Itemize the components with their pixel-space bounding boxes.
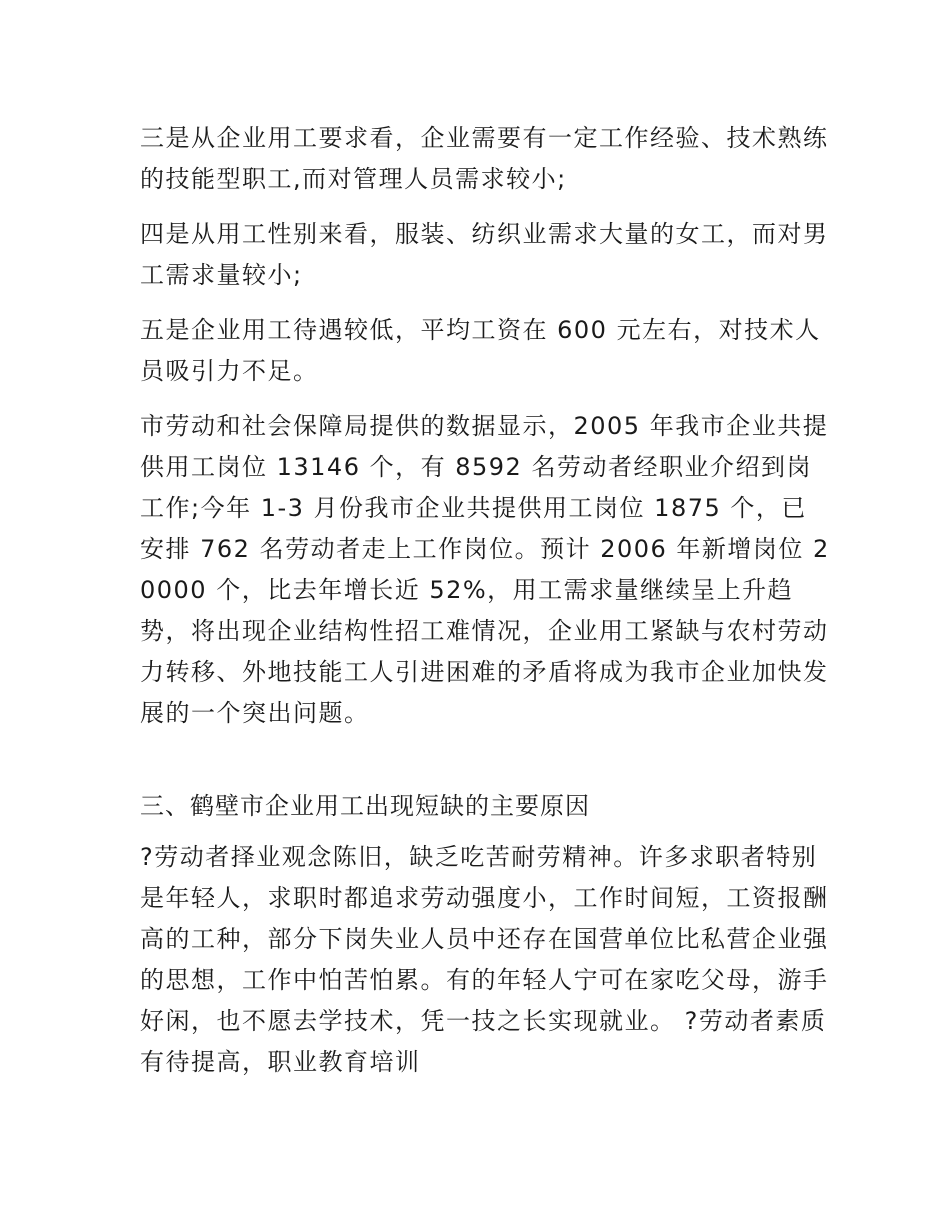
paragraph-gender-demand: 四是从用工性别来看，服装、纺织业需求大量的女工，而对男工需求量较小; [140, 220, 829, 289]
paragraph-low-wages: 五是企业用工待遇较低，平均工资在 600 元左右，对技术人 员吸引力不足。 [140, 316, 830, 385]
paragraph-enterprise-requirements: 三是从企业用工要求看，企业需要有一定工作经验、技术熟练的技能型职工,而对管理人员需求较小; [140, 124, 829, 193]
paragraph-labor-statistics: 市劳动和社会保障局提供的数据显示，2005 年我市企业共提供用工岗位 13146 个，有 8592 名劳动者经职业介绍到岗工作;今年 1-3 月份我市企业共提供用工岗位 1875 个，已安排 762 名劳动者走上工作岗位。预计 2006 年新增岗位 20000 个，比去年增长近 52%，用工需求量继续呈上升趋势，将出现企业结构性招工难情况，企业用工紧缺与农村劳动力转移、外地技能工人引进困难的矛盾将成为我市企业加快发展的一个突出问题。 [140, 412, 830, 727]
paragraph-main-reasons: ?劳动者择业观念陈旧，缺乏吃苦耐劳精神。许多求职者特别是年轻人，求职时都追求劳动强度小，工作时间短，工资报酬高的工种，部分下岗失业人员中还存在国营单位比私营企业强的思想，工作中怕苦怕累。有的年轻人宁可在家吃父母，游手好闲，也不愿去学技术，凭一技之长实现就业。 ?劳动者素质有待提高，职业教育培训 [140, 843, 829, 1076]
section-heading: 三、鹤壁市企业用工出现短缺的主要原因 [140, 792, 590, 820]
document-page [140, 118, 830, 1097]
